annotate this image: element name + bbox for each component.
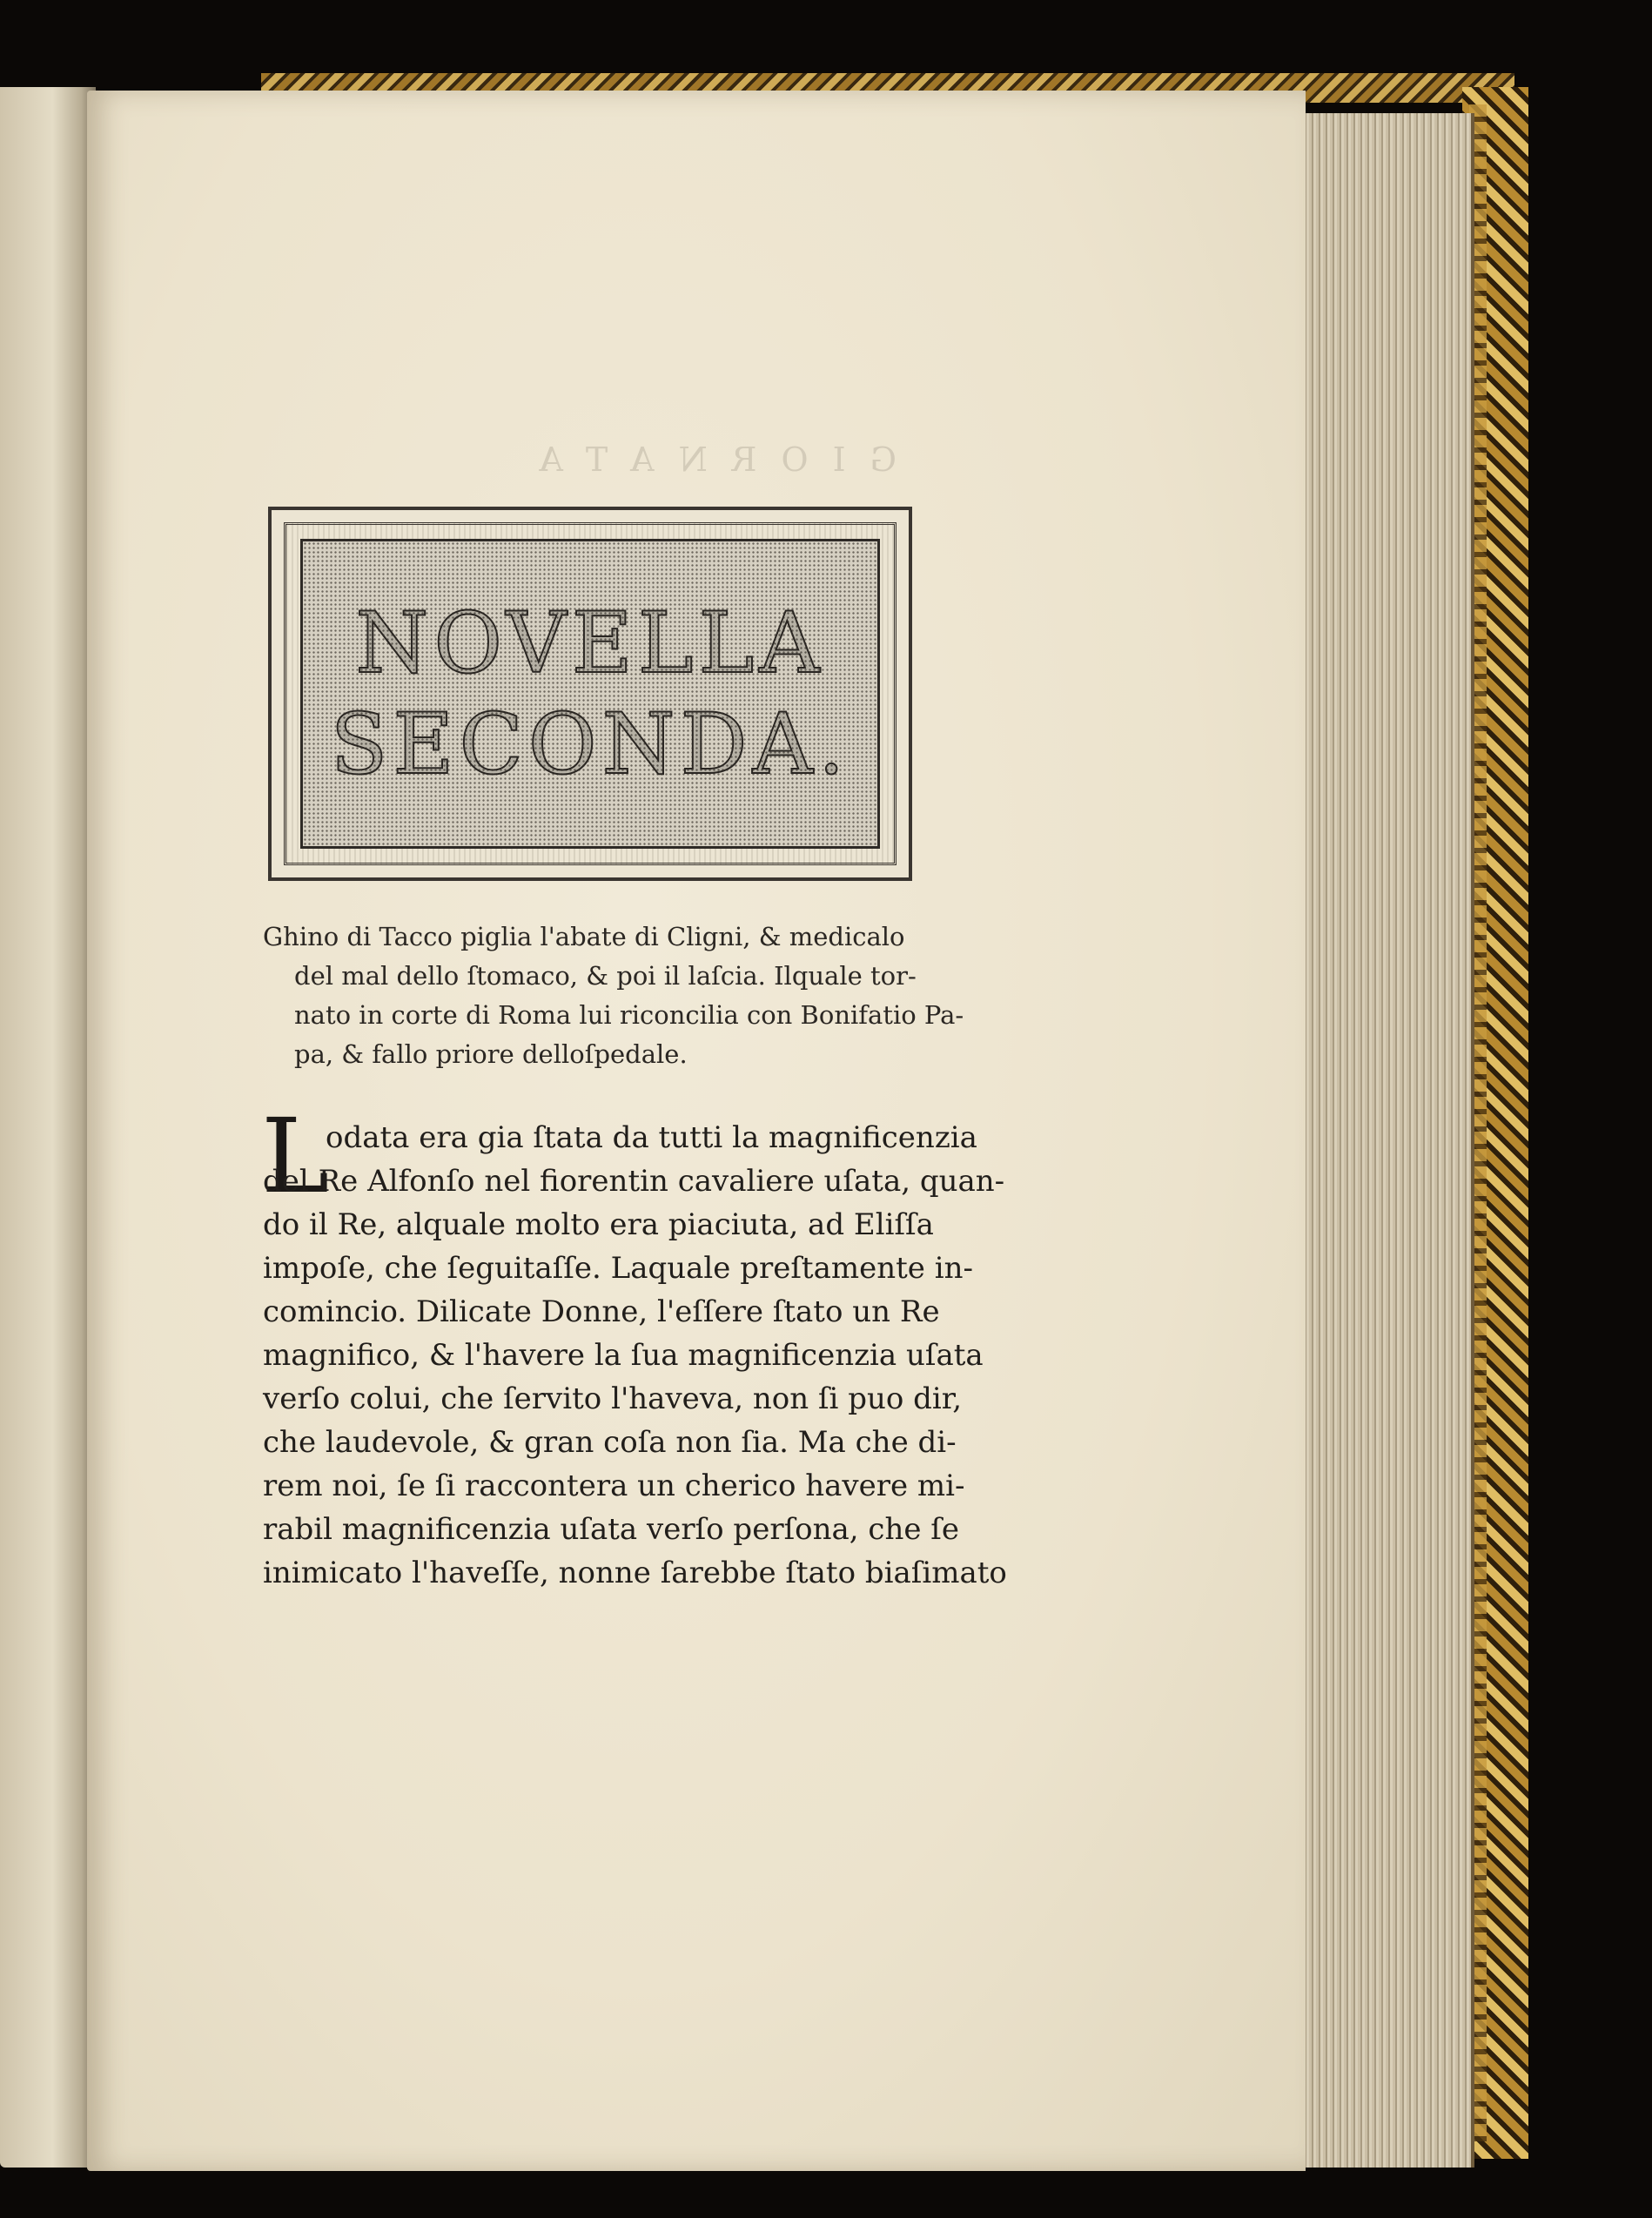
- title-line-2: SECONDA.: [330, 696, 850, 793]
- title-frame-border: [284, 522, 897, 865]
- body-line: comincio. Dilicate Donne, l'eſſere ſtato un Re: [263, 1294, 940, 1329]
- body-line: impoſe, che ſeguitaſſe. Laquale preſtamente in-: [263, 1251, 973, 1286]
- drop-cap: L: [261, 1096, 330, 1216]
- body-line: rem noi, ſe ſi raccontera un cherico havere mi-: [263, 1469, 965, 1503]
- novella-summary: [263, 917, 964, 1074]
- body-line: che laudevole, & gran coſa non ſia. Ma che di-: [263, 1425, 957, 1460]
- summary-line: nato in corte di Roma lui riconcilia con Bonifatio Pa-: [294, 1000, 964, 1030]
- body-line: magnifico, & l'havere la ſua magnificenzia uſata: [263, 1338, 984, 1373]
- summary-line: Ghino di Tacco piglia l'abate di Cligni, & medicalo: [263, 922, 905, 951]
- body-line: do il Re, alquale molto era piaciuta, ad Eliſſa: [263, 1207, 934, 1242]
- body-line: del Re Alfonſo nel fiorentin cavaliere uſata, quan-: [263, 1164, 1005, 1199]
- body-line: rabil magnificenzia uſata verſo perſona, che ſe: [263, 1512, 959, 1547]
- body-line: verſo colui, che ſervito l'haveva, non ſi puo dir,: [263, 1381, 963, 1416]
- page-block-fore-edge: [1288, 113, 1474, 2168]
- body-text: [263, 1116, 1007, 1595]
- body-line: inimicato l'haveſſe, nonne ſarebbe ſtato biaſimato: [263, 1556, 1007, 1590]
- summary-line: del mal dello ſtomaco, & poi il laſcia. Ilquale tor-: [294, 961, 917, 991]
- title-cartouche: [300, 539, 880, 849]
- facing-page-edge: [0, 87, 96, 2168]
- body-line: odata era gia ſtata da tutti la magnificenzia: [326, 1120, 977, 1155]
- ornamental-title-frame: [268, 507, 912, 881]
- title-line-1: NOVELLA: [355, 595, 825, 692]
- summary-line: pa, & fallo priore delloſpedale.: [294, 1039, 688, 1069]
- show-through-header: GIORNATA: [514, 440, 897, 479]
